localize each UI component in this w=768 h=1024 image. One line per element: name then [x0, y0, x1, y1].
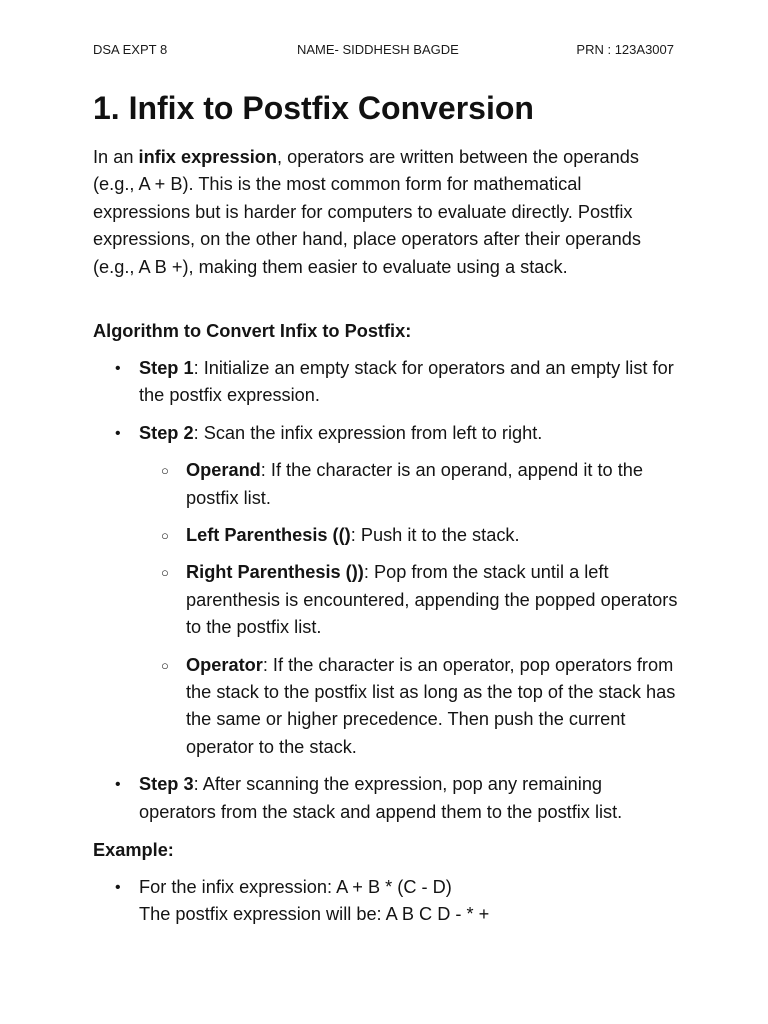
sub-list-item-operand	[93, 457, 681, 512]
intro-prefix: In an	[93, 147, 139, 167]
substep-label: Left Parenthesis (()	[186, 525, 351, 546]
header-experiment: DSA EXPT 8	[93, 42, 168, 57]
algorithm-heading: Algorithm to Convert Infix to Postfix:	[93, 321, 412, 341]
sub-list-item-operator	[93, 652, 681, 762]
substep-label: Operator	[186, 654, 263, 675]
bullet-icon: •	[115, 360, 121, 377]
example-heading: Example:	[93, 840, 174, 860]
intro-bold-term: infix expression	[138, 147, 277, 167]
sub-list-item-right-parenthesis	[93, 559, 681, 641]
step-text: : Initialize an empty stack for operators and an empty list for the postfix expression.	[139, 358, 674, 406]
list-item-step-3	[93, 771, 681, 826]
header-name: NAME- SIDDHESH BAGDE	[297, 42, 459, 57]
circle-bullet-icon: ○	[161, 565, 169, 581]
step-text: : After scanning the expression, pop any remaining operators from the stack and append them to the postfix list.	[139, 774, 623, 822]
document-title: 1. Infix to Postfix Conversion	[93, 90, 534, 126]
example-list	[93, 874, 681, 929]
step-label: Step 3	[139, 774, 194, 795]
intro-text: , operators are written between the operands (e.g., A + B). This is the most common form for mathematical expressions but is harder for computers to evaluate directly. Postfix expressions, on the other hand, place operators after their operands (e.g., A B +), making them easier to evaluate using a stack.	[93, 147, 641, 277]
substeps-list	[93, 457, 681, 761]
bullet-icon: •	[115, 424, 121, 442]
substep-text: : If the character is an operand, append it to the postfix list.	[186, 460, 643, 508]
circle-bullet-icon: ○	[161, 657, 169, 673]
substep-label: Operand	[186, 460, 261, 481]
header-prn: PRN : 123A3007	[576, 42, 674, 57]
substep-text: : Push it to the stack.	[350, 525, 520, 546]
substep-label: Right Parenthesis ())	[186, 562, 364, 583]
bullet-icon: •	[115, 776, 121, 794]
intro-paragraph	[93, 144, 681, 281]
step-label: Step 1	[139, 358, 194, 378]
substep-text: : If the character is an operator, pop operators from the stack to the postfix list as long as the top of the stack has the same or higher precedence. Then push the current operator to the stack.	[186, 654, 676, 757]
circle-bullet-icon: ○	[161, 528, 169, 544]
substep-text: : Pop from the stack until a left parenthesis is encountered, appending the popped operators to the postfix list.	[186, 562, 678, 638]
page-header	[93, 42, 678, 60]
example-infix-line: For the infix expression: A + B * (C - D)	[139, 877, 452, 897]
steps-list	[93, 355, 681, 826]
list-item-example	[93, 874, 681, 929]
list-item-step-2	[93, 420, 681, 761]
list-item-step-1	[93, 355, 681, 410]
circle-bullet-icon: ○	[161, 463, 169, 479]
sub-list-item-left-parenthesis	[93, 522, 681, 549]
step-label: Step 2	[139, 422, 194, 443]
bullet-icon: •	[115, 879, 121, 896]
step-text: : Scan the infix expression from left to right.	[193, 422, 543, 443]
example-postfix-line: The postfix expression will be: A B C D - * +	[139, 904, 490, 925]
